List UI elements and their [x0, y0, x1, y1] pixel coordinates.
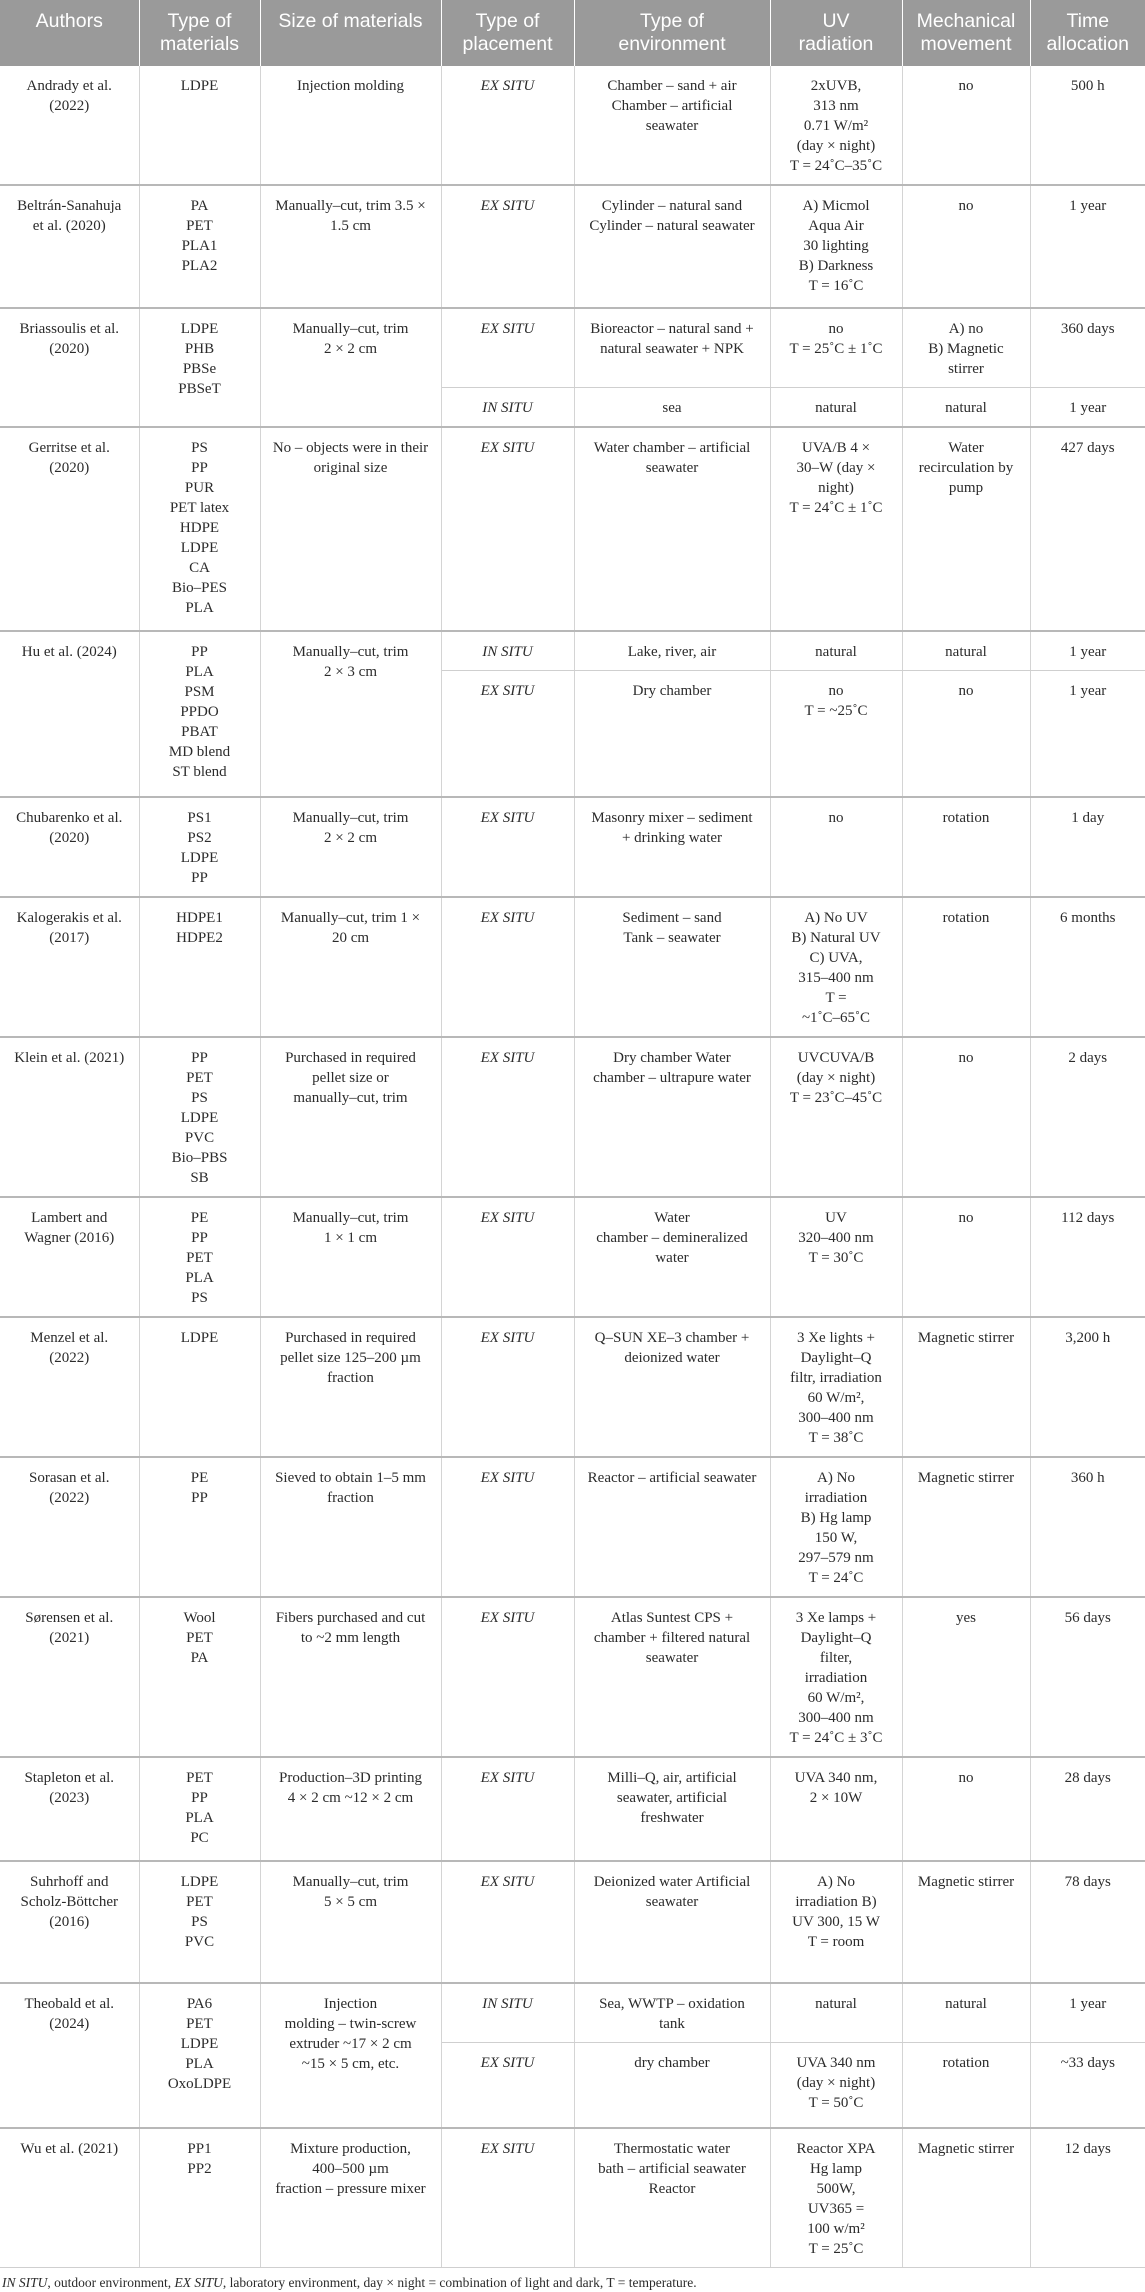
table-row: [0, 797, 1145, 897]
column-header: Size of materials: [260, 0, 441, 66]
table-cell: no T = ~25˚C: [770, 671, 902, 797]
table-cell: Andrady et al. (2022): [0, 66, 139, 185]
table-cell: Briassoulis et al. (2020): [0, 308, 139, 427]
column-header: Type of materials: [139, 0, 260, 66]
table-cell: EX SITU: [441, 308, 574, 388]
table-cell: Thermostatic water bath – artificial seawater Reactor: [574, 2128, 770, 2268]
table-cell: UVCUVA/B (day × night) T = 23˚C–45˚C: [770, 1037, 902, 1197]
table-row: [0, 631, 1145, 671]
table-cell: Fibers purchased and cut to ~2 mm length: [260, 1597, 441, 1757]
table-cell: 3 Xe lamps + Daylight–Q filter, irradiation 60 W/m², 300–400 nm T = 24˚C ± 3˚C: [770, 1597, 902, 1757]
table-cell: PE PP PET PLA PS: [139, 1197, 260, 1317]
table-cell: Stapleton et al. (2023): [0, 1757, 139, 1861]
table-row: [0, 1037, 1145, 1197]
footnote-in-situ-term: IN SITU: [2, 2275, 48, 2290]
table-cell: A) No irradiation B) Hg lamp 150 W, 297–579 nm T = 24˚C: [770, 1457, 902, 1597]
table-cell: UVA/B 4 × 30–W (day × night) T = 24˚C ± 1˚C: [770, 427, 902, 631]
table-cell: 2xUVB, 313 nm 0.71 W/m² (day × night) T = 24˚C–35˚C: [770, 66, 902, 185]
table-cell: 1 year: [1030, 631, 1145, 671]
table-cell: Water chamber – artificial seawater: [574, 427, 770, 631]
table-cell: 1 day: [1030, 797, 1145, 897]
table-cell: PP1 PP2: [139, 2128, 260, 2268]
table-cell: rotation: [902, 2042, 1030, 2128]
table-cell: Milli–Q, air, artificial seawater, artificial freshwater: [574, 1757, 770, 1861]
table-cell: UVA 340 nm, 2 × 10W: [770, 1757, 902, 1861]
table-cell: UV 320–400 nm T = 30˚C: [770, 1197, 902, 1317]
table-cell: natural: [902, 1983, 1030, 2043]
footnote-ex-situ-term: EX SITU: [174, 2275, 223, 2290]
table-cell: 78 days: [1030, 1861, 1145, 1983]
header-row: [0, 0, 1145, 66]
table-cell: 3 Xe lights + Daylight–Q filtr, irradiation 60 W/m², 300–400 nm T = 38˚C: [770, 1317, 902, 1457]
table-row: [0, 308, 1145, 388]
table-cell: 1 year: [1030, 388, 1145, 428]
table-cell: no: [902, 1757, 1030, 1861]
table-cell: A) Micmol Aqua Air 30 lighting B) Darkness T = 16˚C: [770, 185, 902, 308]
table-cell: Kalogerakis et al. (2017): [0, 897, 139, 1037]
table-cell: PE PP: [139, 1457, 260, 1597]
table-cell: 500 h: [1030, 66, 1145, 185]
table-cell: Bioreactor – natural sand + natural seawater + NPK: [574, 308, 770, 388]
table-cell: PP PET PS LDPE PVC Bio–PBS SB: [139, 1037, 260, 1197]
table-cell: no: [902, 185, 1030, 308]
table-cell: ~33 days: [1030, 2042, 1145, 2128]
table-cell: Injection molding – twin-screw extruder ~17 × 2 cm ~15 × 5 cm, etc.: [260, 1983, 441, 2129]
table-row: [0, 1317, 1145, 1457]
table-cell: Atlas Suntest CPS + chamber + filtered natural seawater: [574, 1597, 770, 1757]
footnote-in-situ-definition: , outdoor environment,: [47, 2275, 175, 2290]
table-cell: A) No irradiation B) UV 300, 15 W T = room: [770, 1861, 902, 1983]
table-cell: IN SITU: [441, 631, 574, 671]
table-row: [0, 1197, 1145, 1317]
table-cell: Magnetic stirrer: [902, 1457, 1030, 1597]
table-cell: EX SITU: [441, 1597, 574, 1757]
column-header: Mechanical movement: [902, 0, 1030, 66]
table-cell: 2 days: [1030, 1037, 1145, 1197]
table-row: [0, 897, 1145, 1037]
table-cell: Mixture production, 400–500 µm fraction – pressure mixer: [260, 2128, 441, 2268]
column-header: Time allocation: [1030, 0, 1145, 66]
column-header: Type of environment: [574, 0, 770, 66]
table-cell: no T = 25˚C ± 1˚C: [770, 308, 902, 388]
table-header: [0, 0, 1145, 66]
table-cell: LDPE PET PS PVC: [139, 1861, 260, 1983]
table-cell: sea: [574, 388, 770, 428]
table-cell: LDPE PHB PBSe PBSeT: [139, 308, 260, 427]
table-cell: dry chamber: [574, 2042, 770, 2128]
table-cell: Manually–cut, trim 5 × 5 cm: [260, 1861, 441, 1983]
table-cell: A) no B) Magnetic stirrer: [902, 308, 1030, 388]
table-cell: 56 days: [1030, 1597, 1145, 1757]
table-cell: Sediment – sand Tank – seawater: [574, 897, 770, 1037]
table-cell: Production–3D printing 4 × 2 cm ~12 × 2 cm: [260, 1757, 441, 1861]
table-cell: no: [902, 1037, 1030, 1197]
table-cell: HDPE1 HDPE2: [139, 897, 260, 1037]
table-cell: no: [902, 1197, 1030, 1317]
table-cell: PET PP PLA PC: [139, 1757, 260, 1861]
table-cell: rotation: [902, 897, 1030, 1037]
table-cell: EX SITU: [441, 797, 574, 897]
table-row: [0, 1597, 1145, 1757]
column-header: Type of placement: [441, 0, 574, 66]
column-header: UV radiation: [770, 0, 902, 66]
table-cell: Manually–cut, trim 2 × 3 cm: [260, 631, 441, 797]
table-cell: Dry chamber: [574, 671, 770, 797]
table-cell: Sorasan et al. (2022): [0, 1457, 139, 1597]
table-cell: LDPE: [139, 66, 260, 185]
table-cell: Wool PET PA: [139, 1597, 260, 1757]
table-cell: rotation: [902, 797, 1030, 897]
table-row: [0, 2128, 1145, 2268]
table-row: [0, 1983, 1145, 2043]
table-cell: Lake, river, air: [574, 631, 770, 671]
table-cell: Manually–cut, trim 1 × 1 cm: [260, 1197, 441, 1317]
table-cell: PA6 PET LDPE PLA OxoLDPE: [139, 1983, 260, 2129]
table-cell: Gerritse et al. (2020): [0, 427, 139, 631]
table-cell: natural: [770, 388, 902, 428]
table-cell: Chubarenko et al. (2020): [0, 797, 139, 897]
table-cell: EX SITU: [441, 185, 574, 308]
table-cell: 112 days: [1030, 1197, 1145, 1317]
table-cell: EX SITU: [441, 427, 574, 631]
table-cell: Lambert and Wagner (2016): [0, 1197, 139, 1317]
table-cell: Reactor – artificial seawater: [574, 1457, 770, 1597]
table-cell: no: [770, 797, 902, 897]
table-cell: Sørensen et al. (2021): [0, 1597, 139, 1757]
table-cell: Purchased in required pellet size 125–200 µm fraction: [260, 1317, 441, 1457]
table-cell: Masonry mixer – sediment + drinking water: [574, 797, 770, 897]
table-cell: Sieved to obtain 1–5 mm fraction: [260, 1457, 441, 1597]
table-cell: 1 year: [1030, 671, 1145, 797]
table-row: [0, 66, 1145, 185]
table-cell: 28 days: [1030, 1757, 1145, 1861]
table-row: [0, 1757, 1145, 1861]
table-cell: Dry chamber Water chamber – ultrapure water: [574, 1037, 770, 1197]
table-cell: UVA 340 nm (day × night) T = 50˚C: [770, 2042, 902, 2128]
table-cell: PS1 PS2 LDPE PP: [139, 797, 260, 897]
table-cell: Theobald et al. (2024): [0, 1983, 139, 2129]
table-cell: 12 days: [1030, 2128, 1145, 2268]
table-cell: No – objects were in their original size: [260, 427, 441, 631]
table-cell: yes: [902, 1597, 1030, 1757]
table-cell: EX SITU: [441, 1037, 574, 1197]
table-cell: IN SITU: [441, 1983, 574, 2043]
table-cell: 1 year: [1030, 1983, 1145, 2043]
table-body: [0, 66, 1145, 2268]
table-cell: Water chamber – demineralized water: [574, 1197, 770, 1317]
table-cell: Beltrán-Sanahuja et al. (2020): [0, 185, 139, 308]
table-cell: LDPE: [139, 1317, 260, 1457]
table-cell: Chamber – sand + air Chamber – artificial seawater: [574, 66, 770, 185]
table-cell: PA PET PLA1 PLA2: [139, 185, 260, 308]
table-cell: 427 days: [1030, 427, 1145, 631]
table-cell: EX SITU: [441, 897, 574, 1037]
table-cell: Klein et al. (2021): [0, 1037, 139, 1197]
table-cell: Deionized water Artificial seawater: [574, 1861, 770, 1983]
table-cell: natural: [770, 1983, 902, 2043]
table-row: [0, 427, 1145, 631]
table-cell: natural: [902, 631, 1030, 671]
table-cell: 360 days: [1030, 308, 1145, 388]
table-footnote: [0, 2268, 1145, 2292]
table-cell: EX SITU: [441, 2128, 574, 2268]
table-cell: EX SITU: [441, 671, 574, 797]
table-cell: A) No UV B) Natural UV C) UVA, 315–400 nm T = ~1˚C–65˚C: [770, 897, 902, 1037]
table-cell: PP PLA PSM PPDO PBAT MD blend ST blend: [139, 631, 260, 797]
table-row: [0, 1861, 1145, 1983]
table-cell: Water recirculation by pump: [902, 427, 1030, 631]
table-cell: Suhrhoff and Scholz-Böttcher (2016): [0, 1861, 139, 1983]
table-cell: Manually–cut, trim 3.5 × 1.5 cm: [260, 185, 441, 308]
table-cell: natural: [902, 388, 1030, 428]
table-cell: 3,200 h: [1030, 1317, 1145, 1457]
table-cell: IN SITU: [441, 388, 574, 428]
table-cell: Cylinder – natural sand Cylinder – natural seawater: [574, 185, 770, 308]
table-cell: natural: [770, 631, 902, 671]
table-cell: EX SITU: [441, 1197, 574, 1317]
table-cell: Reactor XPA Hg lamp 500W, UV365 = 100 w/m² T = 25˚C: [770, 2128, 902, 2268]
table-cell: EX SITU: [441, 2042, 574, 2128]
table-cell: Q–SUN XE–3 chamber + deionized water: [574, 1317, 770, 1457]
table-cell: Injection molding: [260, 66, 441, 185]
table-cell: PS PP PUR PET latex HDPE LDPE CA Bio–PES PLA: [139, 427, 260, 631]
table-cell: EX SITU: [441, 1757, 574, 1861]
table-cell: Sea, WWTP – oxidation tank: [574, 1983, 770, 2043]
table-cell: Magnetic stirrer: [902, 1317, 1030, 1457]
table-row: [0, 1457, 1145, 1597]
table-cell: Manually–cut, trim 1 × 20 cm: [260, 897, 441, 1037]
table-cell: EX SITU: [441, 1317, 574, 1457]
table-cell: Purchased in required pellet size or manually–cut, trim: [260, 1037, 441, 1197]
table-cell: Wu et al. (2021): [0, 2128, 139, 2268]
table-cell: Menzel et al. (2022): [0, 1317, 139, 1457]
column-header: Authors: [0, 0, 139, 66]
footnote-ex-situ-definition: , laboratory environment, day × night = combination of light and dark, T = temperature.: [222, 2275, 697, 2290]
table-row: [0, 185, 1145, 308]
table-cell: no: [902, 66, 1030, 185]
table-cell: EX SITU: [441, 1861, 574, 1983]
table-cell: Hu et al. (2024): [0, 631, 139, 797]
table-cell: 360 h: [1030, 1457, 1145, 1597]
table-cell: EX SITU: [441, 66, 574, 185]
table-cell: Magnetic stirrer: [902, 1861, 1030, 1983]
table-cell: Manually–cut, trim 2 × 2 cm: [260, 308, 441, 427]
table-cell: EX SITU: [441, 1457, 574, 1597]
table-cell: Magnetic stirrer: [902, 2128, 1030, 2268]
table-cell: 6 months: [1030, 897, 1145, 1037]
table-cell: 1 year: [1030, 185, 1145, 308]
table-cell: Manually–cut, trim 2 × 2 cm: [260, 797, 441, 897]
table-cell: no: [902, 671, 1030, 797]
